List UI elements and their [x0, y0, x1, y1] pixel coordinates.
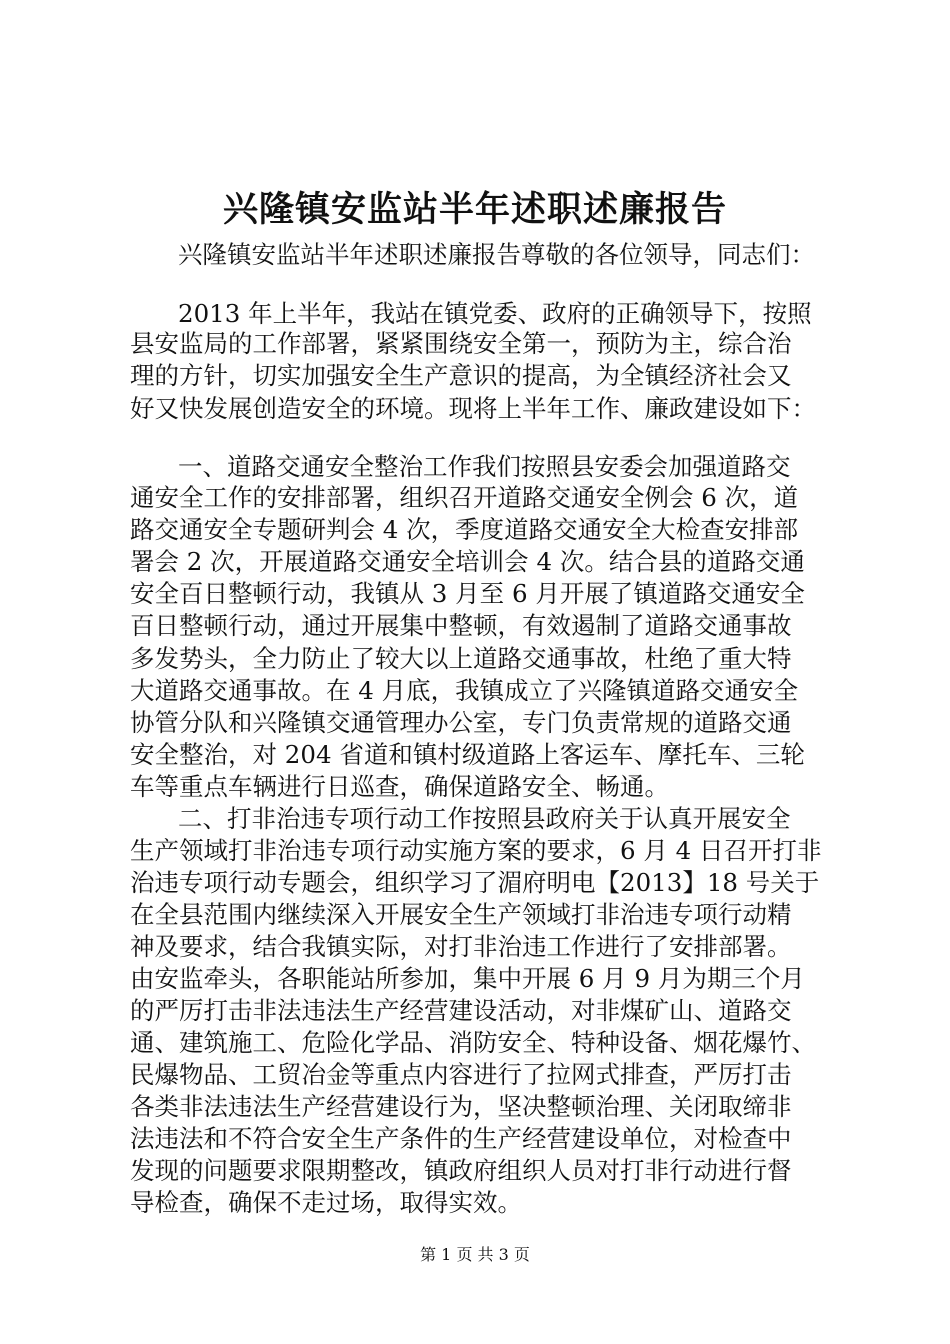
page-title: 兴隆镇安监站半年述职述廉报告 [222, 189, 727, 230]
text-line: 车等重点车辆进行日巡查，确保道路安全、畅通。 [130, 772, 669, 801]
text-line: 发现的问题要求限期整改，镇政府组织人员对打非行动进行督 [130, 1156, 792, 1185]
text-line: 的严厉打击非法违法生产经营建设活动，对非煤矿山、道路交 [130, 996, 792, 1025]
text-line: 好又快发展创造安全的环境。现将上半年工作、廉政建设如下： [130, 394, 816, 423]
text-line: 理的方针，切实加强安全生产意识的提高，为全镇经济社会又 [130, 361, 792, 390]
text-line: 安全整治，对 204 省道和镇村级道路上客运车、摩托车、三轮 [130, 740, 805, 769]
text-line: 署会 2 次，开展道路交通安全培训会 4 次。结合县的道路交通 [130, 547, 805, 576]
text-line: 生产领域打非治违专项行动实施方案的要求，6 月 4 日召开打非 [130, 836, 822, 865]
text-line: 神及要求，结合我镇实际，对打非治违工作进行了安排部署。 [130, 932, 792, 961]
text-line: 多发势头，全力防止了较大以上道路交通事故，杜绝了重大特 [130, 644, 792, 673]
text-line: 由安监牵头，各职能站所参加，集中开展 6 月 9 月为期三个月 [130, 964, 805, 993]
text-line: 治违专项行动专题会，组织学习了湄府明电【2013】18 号关于 [130, 868, 820, 897]
text-line: 协管分队和兴隆镇交通管理办公室，专门负责常规的道路交通 [130, 708, 792, 737]
page-footer: 第 1 页 共 3 页 [420, 1245, 530, 1264]
text-line: 大道路交通事故。在 4 月底，我镇成立了兴隆镇道路交通安全 [130, 676, 799, 705]
text-line: 一、道路交通安全整治工作我们按照县安委会加强道路交 [178, 452, 791, 481]
text-line: 通、建筑施工、危险化学品、消防安全、特种设备、烟花爆竹、 [130, 1028, 816, 1057]
text-line: 百日整顿行动，通过开展集中整顿，有效遏制了道路交通事故 [130, 611, 792, 640]
text-line: 2013 年上半年，我站在镇党委、政府的正确领导下，按照 [178, 299, 812, 328]
text-line: 通安全工作的安排部署，组织召开道路交通安全例会 6 次，道 [130, 483, 799, 512]
text-line: 路交通安全专题研判会 4 次，季度道路交通安全大检查安排部 [130, 515, 799, 544]
text-line: 县安监局的工作部署，紧紧围绕安全第一，预防为主，综合治 [130, 329, 792, 358]
text-line: 法违法和不符合安全生产条件的生产经营建设单位，对检查中 [130, 1124, 792, 1153]
text-line: 民爆物品、工贸冶金等重点内容进行了拉网式排查，严厉打击 [130, 1060, 792, 1089]
text-line: 在全县范围内继续深入开展安全生产领域打非治违专项行动精 [130, 900, 792, 929]
text-line: 兴隆镇安监站半年述职述廉报告尊敬的各位领导，同志们： [178, 240, 815, 269]
text-line: 安全百日整顿行动，我镇从 3 月至 6 月开展了镇道路交通安全 [130, 579, 805, 608]
text-line: 各类非法违法生产经营建设行为，坚决整顿治理、关闭取缔非 [130, 1092, 792, 1121]
text-line: 导检查，确保不走过场，取得实效。 [130, 1188, 522, 1217]
text-line: 二、打非治违专项行动工作按照县政府关于认真开展安全 [178, 804, 791, 833]
